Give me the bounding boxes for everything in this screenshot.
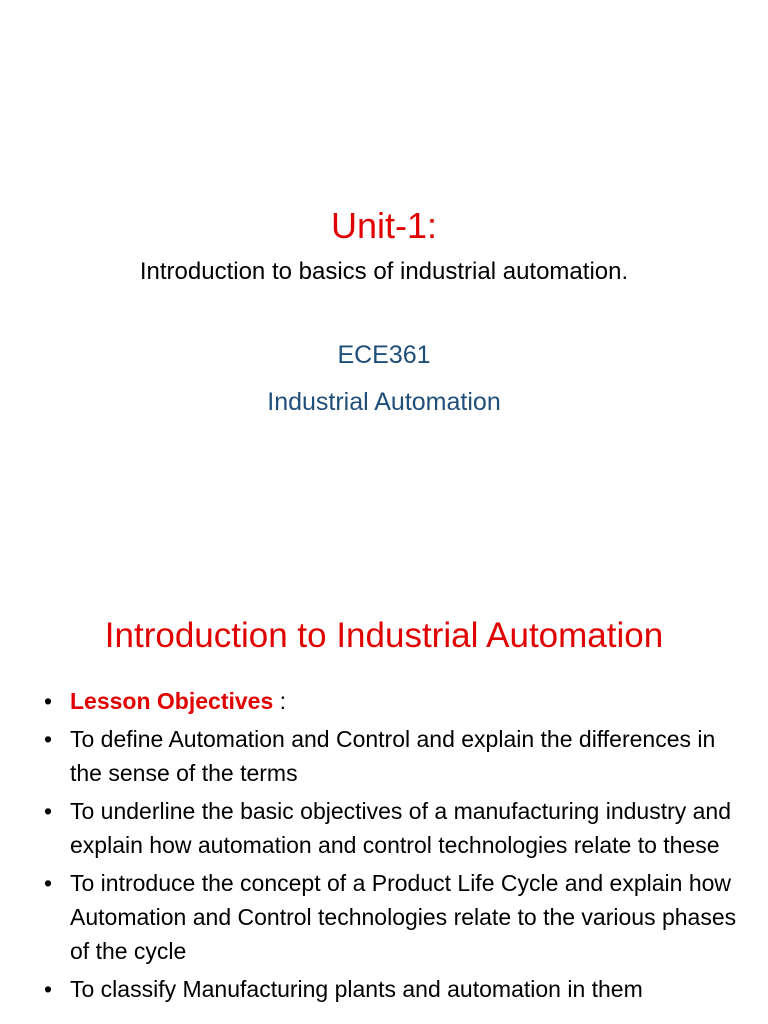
list-item bbox=[44, 866, 744, 968]
objective-text: To underline the basic objectives of a manufacturing industry and explain how automation and control technologies relate to these bbox=[70, 798, 732, 858]
objective-text: To classify Manufacturing plants and automation in them bbox=[70, 976, 643, 1002]
slide-title: Introduction to Industrial Automation bbox=[104, 616, 664, 655]
list-item bbox=[44, 722, 744, 790]
lesson-objectives-colon: : bbox=[273, 688, 287, 714]
course-code: ECE361 bbox=[337, 341, 431, 369]
bullet-icon: • bbox=[44, 726, 53, 752]
list-item bbox=[44, 794, 744, 862]
objectives-list bbox=[44, 684, 744, 1010]
bullet-icon: • bbox=[44, 688, 53, 714]
unit-subtitle: Introduction to basics of industrial automation. bbox=[139, 258, 629, 285]
unit-title: Unit-1: bbox=[330, 205, 438, 246]
objective-text: To introduce the concept of a Product Life Cycle and explain how Automation and Control technologies relate to the various phases of the cycle bbox=[70, 870, 737, 964]
objectives-slide bbox=[0, 576, 768, 1024]
bullet-icon: • bbox=[44, 798, 53, 824]
course-name: Industrial Automation bbox=[267, 388, 501, 416]
lesson-objectives-label: Lesson Objectives bbox=[70, 688, 274, 714]
objective-text: To define Automation and Control and explain the differences in the sense of the terms bbox=[70, 726, 716, 786]
bullet-icon: • bbox=[44, 976, 53, 1002]
bullet-icon: • bbox=[44, 870, 53, 896]
list-item-lesson-objectives bbox=[44, 684, 744, 718]
list-item bbox=[44, 972, 744, 1006]
